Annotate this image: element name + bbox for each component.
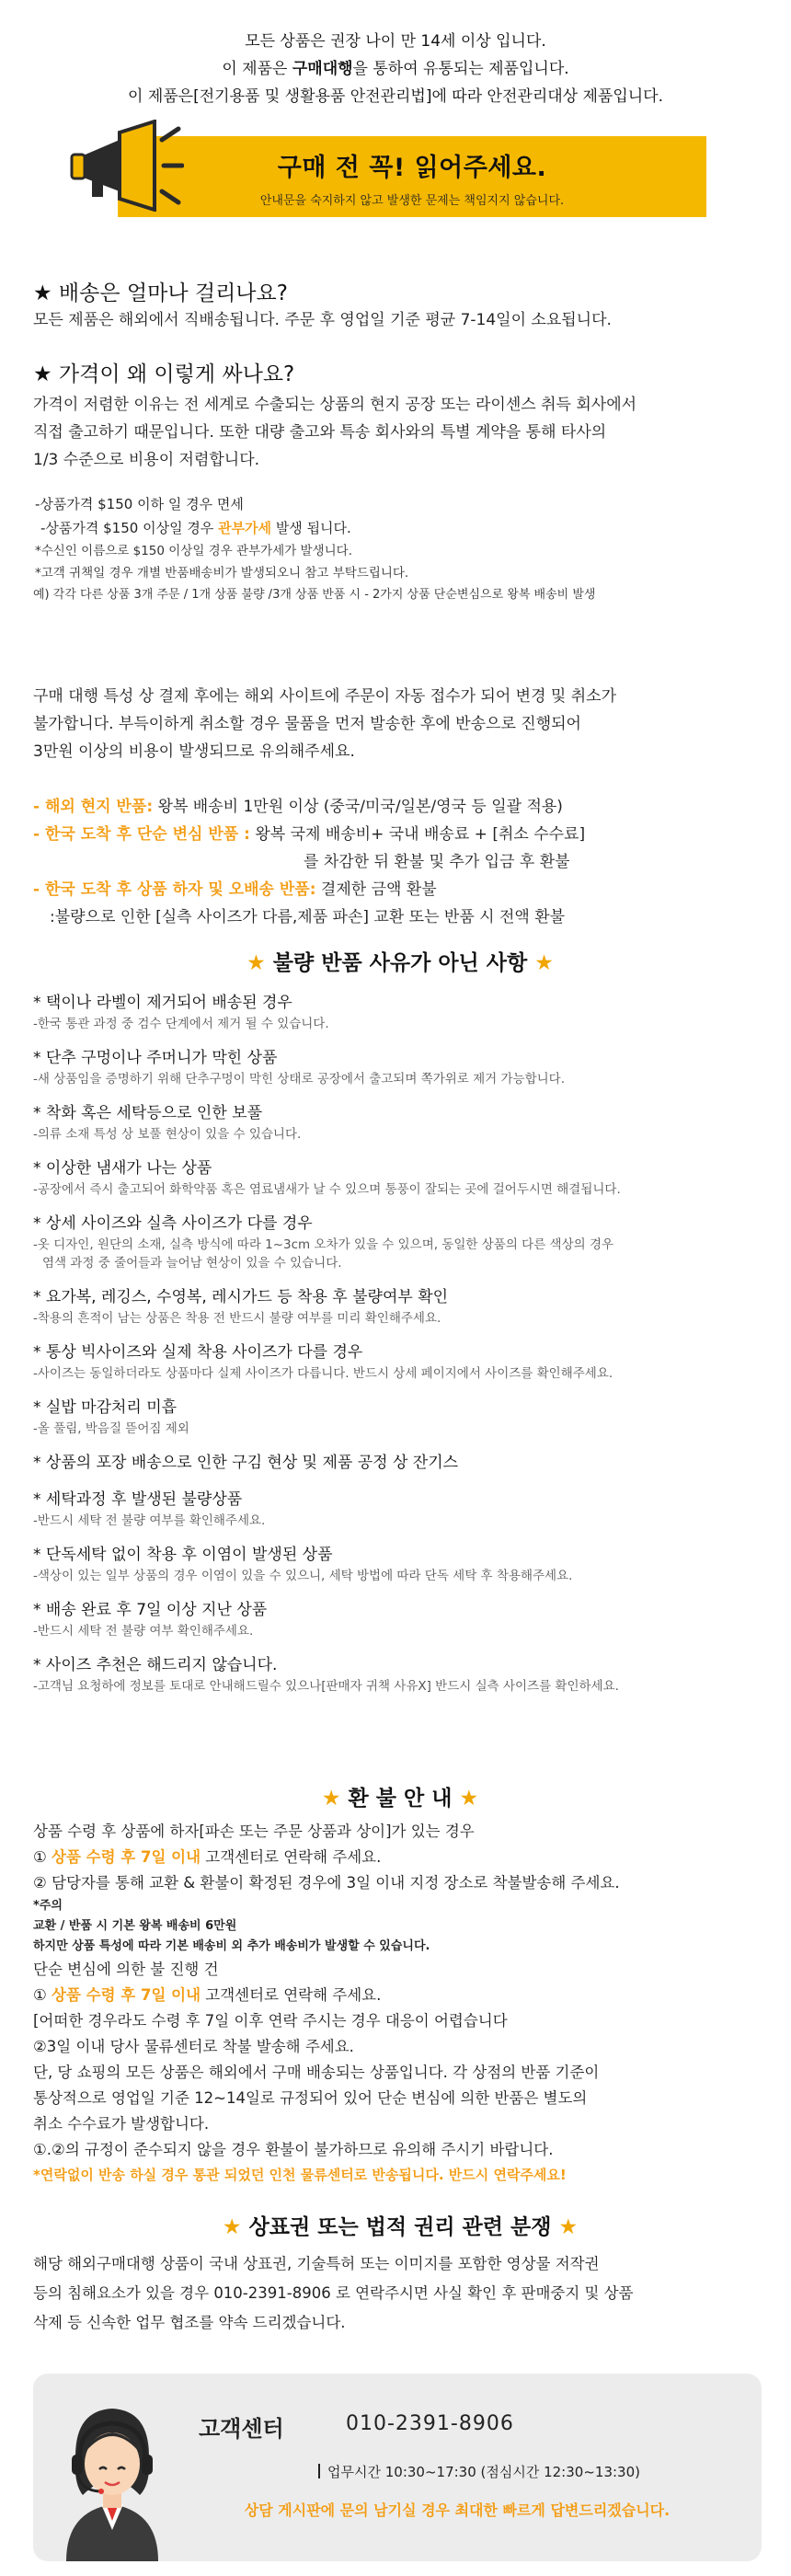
item-desc: -옷 디자인, 원단의 소재, 실측 방식에 따라 1~3cm 오차가 있을 수 있으며, 동일한 상품의 다른 색상의 경우 xyxy=(33,1237,614,1252)
item-desc: -고객님 요청하에 정보를 토대로 안내해드릴수 있으나[판매자 귀책 사유X] 반드시 실측 사이즈를 확인하세요. xyxy=(33,1679,619,1694)
item-desc: -색상이 있는 일부 상품의 경우 이염이 있을 수 있으니, 세탁 방법에 따라 단독 세탁 후 착용해주세요. xyxy=(33,1569,573,1583)
refund-l5-suffix: 고객센터로 연락해 주세요. xyxy=(201,1986,382,2004)
refund-l8: 단, 당 쇼핑의 모든 상품은 해외에서 구매 배송되는 상품입니다. 각 상점의 반품 기준이 xyxy=(33,2064,600,2081)
return-fee-defect-text: 결제한 금액 환불 xyxy=(315,880,437,899)
banner-title: 구매 전 꼭! 읽어주세요. xyxy=(277,154,547,182)
return-fee-defect-label: - 한국 도착 후 상품 하자 및 오배송 반품: xyxy=(33,880,316,899)
item-desc: -반드시 세탁 전 불량 여부 확인해주세요. xyxy=(33,1624,254,1639)
shipping-section xyxy=(33,276,767,334)
refund-l2-suffix: 고객센터로 연락해 주세요. xyxy=(201,1848,382,1866)
tax-free-line: -상품가격 $150 이하 일 경우 면세 xyxy=(35,496,244,512)
intro-purchase-agency xyxy=(0,55,791,83)
shipping-body: 모든 제품은 해외에서 직배송됩니다. 주문 후 영업일 기준 평균 7-14일이 소요됩니다. xyxy=(33,311,612,329)
not-defect-title xyxy=(33,946,767,976)
refund-l4: 단순 변심에 의한 불 진행 건 xyxy=(33,1961,219,1978)
item-desc: -올 풀림, 박음질 뜯어짐 제외 xyxy=(33,1421,189,1436)
refund-title-text: 환 불 안 내 xyxy=(348,1787,453,1811)
price-body-3: 1/3 수준으로 비용이 저렴합니다. xyxy=(33,451,260,469)
refund-l9: 통상적으로 영업일 기준 12~14일로 규정되어 있어 단순 변심에 의한 반품은 별도의 xyxy=(33,2089,588,2107)
list-item xyxy=(33,991,767,1033)
item-title: * 상세 사이즈와 실측 사이즈가 다를 경우 xyxy=(33,1214,313,1233)
ip-l1: 해당 해외구매대행 상품이 국내 상표권, 기술특허 또는 이미지를 포함한 영상물 저작권 xyxy=(33,2255,600,2272)
cs-note: 상담 게시판에 문의 남기실 경우 최대한 빠르게 답변드리겠습니다. xyxy=(244,2501,671,2519)
refund-l2 xyxy=(33,1845,767,1870)
star-icon: ★ xyxy=(534,951,554,975)
list-item xyxy=(33,1101,767,1144)
price-note-2: *고객 귀책일 경우 개별 반품배송비가 발생되오니 참고 부탁드립니다. xyxy=(35,566,409,581)
list-item xyxy=(33,1653,767,1696)
refund-l2-highlight: 상품 수령 후 7일 이내 xyxy=(52,1848,201,1866)
price-note-3: 예) 각각 다른 상품 3개 주문 / 1개 상품 불량 /3개 상품 반품 시 - 2가지 상품 단순변심으로 왕복 배송비 발생 xyxy=(33,588,596,602)
item-desc-2: 염색 과정 중 줄어들과 늘어남 현상이 있을 수 있습니다. xyxy=(42,1256,342,1271)
item-desc: -착용의 흔적이 남는 상품은 착용 전 반드시 불량 여부를 미리 확인해주세요. xyxy=(33,1311,441,1326)
item-title: * 배송 완료 후 7일 이상 지난 상품 xyxy=(33,1601,268,1619)
return-fee-overseas-label: - 해외 현지 반품: xyxy=(33,798,154,816)
return-fee-change-mind-cont: 를 차감한 뒤 환불 및 추가 입금 후 환불 xyxy=(304,853,570,871)
ip-section xyxy=(33,2210,767,2338)
star-icon: ★ xyxy=(321,1787,341,1811)
refund-l10: 취소 수수료가 발생합니다. xyxy=(33,2115,210,2133)
list-item xyxy=(33,1396,767,1438)
banner-box xyxy=(118,136,706,217)
return-fee-section xyxy=(33,793,767,931)
refund-l3: ② 담당자를 통해 교환 & 환불이 확정된 경우에 3일 이내 지정 장소로 착불발송해 주세요. xyxy=(33,1874,620,1892)
item-title: * 사이즈 추천은 해드리지 않습니다. xyxy=(33,1656,278,1674)
item-title: * 택이나 라벨이 제거되어 배송된 경우 xyxy=(33,994,292,1012)
refund-l5 xyxy=(33,1983,767,2008)
return-fee-change-mind-text: 왕복 국제 배송비+ 국내 배송료 + [취소 수수료] xyxy=(249,825,586,844)
list-item xyxy=(33,1451,767,1475)
cs-title: 고객센터 xyxy=(199,2416,284,2442)
list-item xyxy=(33,1212,767,1272)
return-fee-overseas-text: 왕복 배송비 1만원 이상 (중국/미국/일본/영국 등 일괄 적용) xyxy=(153,798,563,816)
ip-title xyxy=(33,2210,767,2240)
item-desc: -의류 소재 특성 상 보풀 현상이 있을 수 있습니다. xyxy=(33,1127,302,1142)
intro-l2-suffix: 을 통하여 유통되는 제품입니다. xyxy=(352,60,569,78)
list-item xyxy=(33,1543,767,1585)
return-fee-defect xyxy=(33,876,767,903)
ip-title-text: 상표권 또는 법적 권리 관련 분쟁 xyxy=(248,2215,552,2239)
cancel-section xyxy=(33,683,767,765)
megaphone-icon xyxy=(64,120,184,212)
item-title: * 단추 구멍이나 주머니가 막힌 상품 xyxy=(33,1049,278,1067)
agent-avatar-icon xyxy=(48,2392,177,2561)
not-defect-title-text: 불량 반품 사유가 아닌 사항 xyxy=(272,951,528,975)
star-icon: ★ xyxy=(558,2215,579,2239)
intro-safety: 이 제품은[전기용품 및 생활용품 안전관리법]에 따라 안전관리대상 제품입니다. xyxy=(128,87,663,106)
not-defect-section xyxy=(33,946,767,1708)
ip-l3: 삭제 등 신속한 업무 협조를 약속 드리겠습니다. xyxy=(33,2314,346,2331)
item-desc: -한국 통관 과정 중 검수 단계에서 제거 될 수 있습니다. xyxy=(33,1017,329,1031)
cancel-line-1: 구매 대행 특성 상 결제 후에는 해외 사이트에 주문이 자동 접수가 되어 변경 및 취소가 xyxy=(33,687,617,706)
item-title: * 단독세탁 없이 착용 후 이염이 발생된 상품 xyxy=(33,1546,333,1564)
star-icon: ★ xyxy=(459,1787,479,1811)
list-item xyxy=(33,1046,767,1088)
banner-subtitle: 안내문을 숙지하지 않고 발생한 문제는 책임지지 않습니다. xyxy=(259,194,565,208)
refund-l5-prefix: ① xyxy=(33,1986,52,2004)
tax-highlight: 관부가세 xyxy=(218,520,272,536)
item-desc: -새 상품임을 증명하기 위해 단추구멍이 막힌 상태로 공장에서 출고되며 쪽가위로 제거 가능합니다. xyxy=(33,1072,566,1087)
return-fee-overseas xyxy=(33,793,767,821)
refund-note-1: *주의 xyxy=(33,1899,63,1913)
divider xyxy=(318,2464,320,2478)
item-desc: -반드시 세탁 전 불량 여부를 확인해주세요. xyxy=(33,1513,266,1528)
refund-l1: 상품 수령 후 상품에 하자[파손 또는 주문 상품과 상이]가 있는 경우 xyxy=(33,1823,475,1840)
refund-l6: [어떠한 경우라도 수령 후 7일 이후 연락 주시는 경우 대응이 어렵습니다 xyxy=(33,2012,508,2030)
item-title: * 세탁과정 후 발생된 불량상품 xyxy=(33,1490,243,1509)
refund-l5-highlight: 상품 수령 후 7일 이내 xyxy=(52,1986,201,2004)
item-title: * 요가복, 레깅스, 수영복, 레시가드 등 착용 후 불량여부 확인 xyxy=(33,1288,449,1306)
item-title: * 이상한 냄새가 나는 상품 xyxy=(33,1159,212,1178)
cancel-line-2: 불가합니다. 부득이하게 취소할 경우 물품을 먼저 발송한 후에 반송으로 진행되어 xyxy=(33,715,581,733)
cancel-line-3: 3만원 이상의 비용이 발생되므로 유의해주세요. xyxy=(33,742,355,761)
item-desc: -사이즈는 동일하더라도 상품마다 실제 사이즈가 다릅니다. 반드시 상세 페이지에서 사이즈를 확인해주세요. xyxy=(33,1366,613,1381)
refund-note-2: 교환 / 반품 시 기본 왕복 배송비 6만원 xyxy=(33,1919,237,1933)
notice-banner xyxy=(0,120,791,221)
tax-prefix: -상품가격 $150 이상일 경우 xyxy=(40,520,219,536)
intro-l2-prefix: 이 제품은 xyxy=(222,60,292,78)
list-item xyxy=(33,1488,767,1530)
star-icon: ★ xyxy=(246,951,266,975)
ip-l2-prefix: 등의 침해요소가 있을 경우 xyxy=(33,2284,214,2302)
list-item xyxy=(33,1340,767,1383)
cs-phone: 010-2391-8906 xyxy=(346,2412,514,2435)
customer-center xyxy=(33,2374,762,2561)
ip-phone: 010-2391-8906 xyxy=(213,2284,331,2302)
refund-l11: ①.②의 규정이 준수되지 않을 경우 환불이 불가하므로 유의해 주시기 바랍니다. xyxy=(33,2141,554,2158)
ip-l2 xyxy=(33,2279,767,2308)
return-fee-change-mind xyxy=(33,821,767,848)
price-body-2: 직접 출고하기 때문입니다. 또한 대량 출고와 특송 회사와의 특별 계약을 통해 타사의 xyxy=(33,423,607,442)
price-note-1: *수신인 이름으로 $150 이상일 경우 관부가세가 발생니다. xyxy=(35,544,353,558)
refund-title xyxy=(33,1781,767,1811)
tax-line xyxy=(33,516,767,540)
return-fee-defect-cont: :불량으로 인한 [실측 사이즈가 다름,제품 파손] 교환 또는 반품 시 전액 환불 xyxy=(50,908,566,926)
intro-age: 모든 상품은 권장 나이 만 14세 이상 입니다. xyxy=(245,32,546,51)
tax-suffix: 발생 됩니다. xyxy=(271,520,351,536)
list-item xyxy=(33,1285,767,1328)
item-title: * 상품의 포장 배송으로 인한 구김 현상 및 제품 공정 상 잔기스 xyxy=(33,1454,459,1472)
refund-l2-prefix: ① xyxy=(33,1848,52,1866)
list-item xyxy=(33,1156,767,1199)
ip-l2-suffix: 로 연락주시면 사실 확인 후 판매중지 및 상품 xyxy=(330,2284,634,2302)
item-desc: -공장에서 즉시 출고되어 화학약품 혹은 염료냄새가 날 수 있으며 통풍이 잘되는 곳에 걸어두시면 해결됩니다. xyxy=(33,1182,621,1197)
item-title: * 착화 혹은 세탁등으로 인한 보풀 xyxy=(33,1104,263,1122)
not-defect-list xyxy=(33,991,767,1696)
item-title: * 통상 빅사이즈와 실제 착용 사이즈가 다를 경우 xyxy=(33,1343,363,1362)
list-item xyxy=(33,1598,767,1640)
refund-section xyxy=(33,1781,767,2187)
refund-l7: ②3일 이내 당사 물류센터로 착불 발송해 주세요. xyxy=(33,2038,354,2055)
return-fee-change-mind-label: - 한국 도착 후 단순 변심 반품 : xyxy=(33,825,250,844)
star-icon: ★ xyxy=(222,2215,242,2239)
price-heading: ★ 가격이 왜 이렇게 싸나요? xyxy=(33,362,295,386)
cs-hours: 업무시간 10:30~17:30 (점심시간 12:30~13:30) xyxy=(327,2464,640,2480)
item-title: * 실밥 마감처리 미흡 xyxy=(33,1398,178,1417)
price-section xyxy=(33,357,767,606)
refund-note-3: 하지만 상품 특성에 따라 기본 배송비 외 추가 배송비가 발생할 수 있습니다. xyxy=(33,1939,430,1953)
intro-l2-bold: 구매대행 xyxy=(292,60,353,78)
refund-warning: *연락없이 반송 하실 경우 통관 되었던 인천 물류센터로 반송됩니다. 반드시 연락주세요! xyxy=(33,2167,567,2183)
intro xyxy=(0,0,791,110)
shipping-heading: ★ 배송은 얼마나 걸리나요? xyxy=(33,282,288,305)
price-body-1: 가격이 저렴한 이유는 전 세계로 수출되는 상품의 현지 공장 또는 라이센스 취득 회사에서 xyxy=(33,396,637,414)
